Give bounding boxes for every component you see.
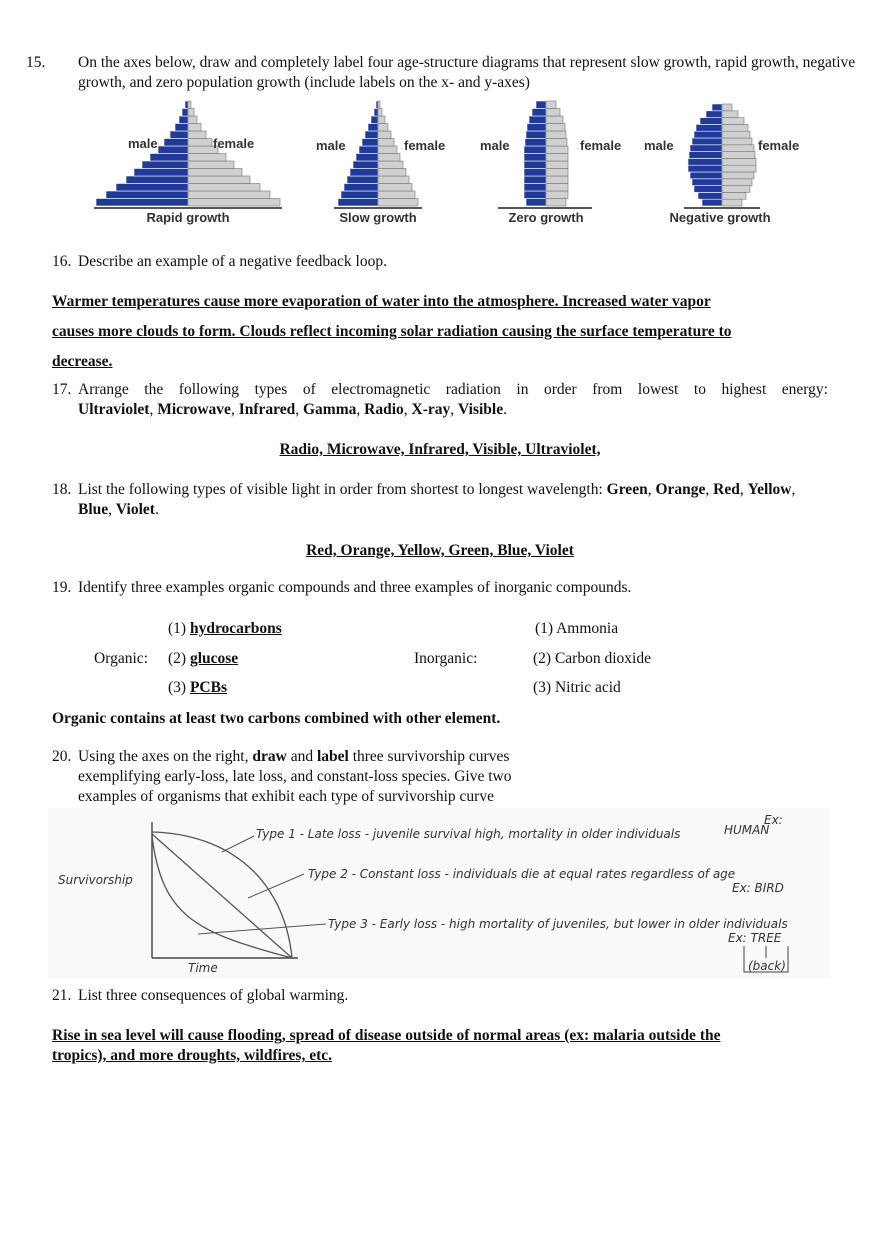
negative-caption: Negative growth [669, 210, 771, 225]
rapid-male-bar [96, 199, 188, 207]
rapid-growth-pyramid [94, 101, 282, 225]
q19-number: 19. [52, 579, 72, 596]
negative-female-bar [722, 179, 752, 186]
q18-item: Red [713, 481, 740, 498]
survivorship-graph [48, 808, 830, 978]
type3-example: Ex: TREE [728, 931, 782, 945]
slow-male-bar [350, 169, 378, 177]
negative-female-bar [722, 192, 746, 199]
q21-answer-line-2: tropics), and more droughts, wildfires, etc. [52, 1047, 332, 1064]
slow-male-bar [371, 116, 378, 124]
zero-female-bar [546, 154, 568, 162]
inorganic-label: Inorganic: [414, 650, 478, 667]
negative-female-bar [722, 152, 755, 159]
rapid-male-bar [134, 169, 188, 177]
organic-item-2 [168, 649, 238, 669]
slow-male-bar [374, 109, 378, 117]
slow-female-bar [378, 124, 388, 132]
zero-female-bar [546, 176, 568, 184]
slow-male-bar [359, 146, 378, 154]
rapid-female-bar [188, 124, 201, 132]
zero-female-bar [546, 131, 566, 139]
zero-female-bar [546, 116, 563, 124]
zero-male-label: male [480, 138, 510, 153]
negative-female-bar [722, 131, 750, 138]
type2-curve [152, 834, 292, 958]
zero-female-label: female [580, 138, 622, 153]
zero-male-bar [525, 139, 546, 147]
q19-question [52, 578, 832, 598]
rapid-female-bar [188, 199, 280, 207]
zero-male-bar [524, 146, 546, 154]
negative-male-bar [692, 179, 722, 186]
slow-growth-pyramid [316, 101, 445, 225]
negative-male-bar [694, 186, 722, 193]
x-axis-label: Time [188, 961, 218, 975]
zero-male-bar [536, 101, 546, 109]
negative-male-bar [690, 172, 722, 179]
zero-male-bar [527, 124, 546, 132]
negative-male-bar [688, 158, 722, 165]
zero-female-bar [546, 191, 568, 199]
q20-question [52, 747, 572, 807]
rapid-male-bar [182, 109, 188, 117]
q17-line-1 [52, 380, 828, 400]
negative-male-label: male [644, 138, 674, 153]
negative-female-bar [722, 165, 756, 172]
negative-male-bar [690, 145, 722, 152]
q21-number: 21. [52, 987, 72, 1004]
zero-male-bar [526, 131, 546, 139]
organic-item-number: (1) [168, 620, 187, 637]
zero-female-bar [546, 146, 568, 154]
slow-female-bar [378, 176, 409, 184]
q16-answer-line-2: causes more clouds to form. Clouds reflect incoming solar radiation causing the surface temperature to [52, 323, 732, 340]
q18-item: Violet [115, 501, 155, 518]
q17-answer: Radio, Microwave, Infrared, Visible, Ultraviolet, [279, 441, 601, 458]
slow-female-bar [378, 191, 415, 199]
slow-female-bar [378, 116, 385, 124]
rapid-male-bar [170, 131, 188, 139]
slow-female-bar [378, 131, 391, 139]
q18-text: List the following types of visible light in order from shortest to longest wavelength: [78, 481, 603, 498]
rapid-female-bar [188, 169, 242, 177]
negative-female-bar [722, 145, 754, 152]
negative-growth-pyramid [644, 104, 799, 225]
negative-female-bar [722, 158, 756, 165]
q15-text: On the axes below, draw and completely label four age-structure diagrams that represent slow growth, rapid growth, negative growth, and zero population growth (include labels on the x- and y-axes) [78, 54, 856, 91]
type2-label: Type 2 - Constant loss - individuals die at equal rates regardless of age [308, 867, 736, 881]
q18-item: Yellow [747, 481, 792, 498]
zero-male-bar [529, 116, 546, 124]
negative-male-bar [702, 199, 722, 206]
slow-male-bar [362, 139, 378, 147]
q18-line-1: 18. List the following types of visible light in order from shortest to longest wavelength: Green, Orange, Red, Yellow, Blue, Violet. [52, 481, 796, 518]
type1-label: Type 1 - Late loss - juvenile survival high, mortality in older individuals [256, 827, 681, 841]
slow-female-bar [378, 139, 394, 147]
rapid-female-bar [188, 184, 260, 192]
q20-text: Using the axes on the right, [78, 748, 249, 765]
zero-male-bar [526, 199, 546, 207]
negative-male-bar [712, 104, 722, 111]
zero-caption: Zero growth [508, 210, 584, 225]
zero-female-bar [546, 139, 567, 147]
slow-female-bar [378, 146, 397, 154]
slow-female-bar [378, 101, 380, 109]
organic-item-number: (2) [168, 650, 187, 667]
rapid-caption: Rapid growth [146, 210, 230, 225]
rapid-female-bar [188, 139, 212, 147]
type1-example: HUMAN [724, 823, 770, 837]
q20-text-bold: label [316, 748, 349, 765]
q17-item: Visible [458, 401, 504, 418]
slow-female-bar [378, 161, 403, 169]
rapid-male-bar [126, 176, 188, 184]
rapid-female-bar [188, 176, 250, 184]
negative-female-label: female [758, 138, 800, 153]
negative-female-bar [722, 111, 738, 118]
rapid-female-bar [188, 109, 194, 117]
rapid-male-bar [106, 191, 188, 199]
q19-note: Organic contains at least two carbons combined with other element. [52, 710, 501, 727]
q17-item: X-ray [411, 401, 451, 418]
negative-female-bar [722, 138, 752, 145]
q18-item: Orange [655, 481, 706, 498]
q21-answer-line-1: Rise in sea level will cause flooding, spread of disease outside of normal areas (ex: malaria outside the [52, 1027, 721, 1044]
organic-item-3 [168, 678, 227, 698]
age-structure-diagrams [80, 98, 820, 233]
slow-female-bar [378, 154, 400, 162]
slow-female-bar [378, 169, 406, 177]
slow-female-bar [378, 199, 418, 207]
slow-male-bar [356, 154, 378, 162]
zero-male-bar [524, 161, 546, 169]
rapid-male-bar [164, 139, 188, 147]
organic-item-value: PCBs [189, 679, 227, 696]
slow-male-bar [347, 176, 378, 184]
q15-number: 15. [26, 54, 46, 71]
q20-text: three survivorship curves [352, 748, 510, 765]
slow-male-bar [341, 191, 378, 199]
negative-female-bar [722, 104, 732, 111]
zero-female-bar [546, 169, 568, 177]
rapid-male-bar [150, 154, 188, 162]
zero-female-bar [546, 184, 568, 192]
zero-male-bar [524, 176, 546, 184]
rapid-female-bar [188, 154, 226, 162]
type1-leader [222, 836, 254, 852]
rapid-male-label: male [128, 136, 158, 151]
zero-female-bar [546, 199, 566, 207]
organic-item-number: (3) [168, 679, 187, 696]
q17-item: Microwave [157, 401, 231, 418]
slow-male-bar [338, 199, 378, 207]
negative-female-bar [722, 118, 744, 125]
negative-male-bar [689, 152, 722, 159]
rapid-female-bar [188, 191, 270, 199]
inorganic-item-2: (2) Carbon dioxide [533, 650, 651, 667]
negative-male-bar [696, 124, 722, 131]
negative-male-bar [692, 138, 722, 145]
q17-item: Infrared [238, 401, 296, 418]
organic-item-value: hydrocarbons [189, 620, 282, 637]
negative-male-bar [700, 118, 722, 125]
zero-male-bar [532, 109, 546, 117]
q20-text: and [290, 748, 314, 765]
negative-female-bar [722, 186, 750, 193]
q16-number: 16. [52, 253, 72, 270]
rapid-male-bar [175, 124, 188, 132]
q18-answer: Red, Orange, Yellow, Green, Blue, Violet [306, 542, 574, 559]
slow-male-label: male [316, 138, 346, 153]
q17-number: 17. [52, 381, 72, 398]
q15-question [26, 53, 858, 93]
slow-female-bar [378, 109, 382, 117]
zero-male-bar [524, 169, 546, 177]
q17-item: Ultraviolet [78, 401, 150, 418]
rapid-male-bar [158, 146, 188, 154]
q17-question [52, 380, 828, 420]
q20-line-3: examples of organisms that exhibit each type of survivorship curve [78, 788, 494, 805]
q18-item: Blue [78, 501, 109, 518]
q19-text: Identify three examples organic compounds and three examples of inorganic compounds. [78, 579, 632, 596]
rapid-male-bar [142, 161, 188, 169]
q16-answer-line-1: Warmer temperatures cause more evaporation of water into the atmosphere. Increased water vapor [52, 293, 711, 310]
slow-male-bar [353, 161, 378, 169]
rapid-female-bar [188, 131, 206, 139]
inorganic-item-1: (1) Ammonia [535, 620, 619, 637]
rapid-female-bar [188, 116, 197, 124]
q16-question [52, 252, 832, 272]
type1-example-prefix: Ex: [764, 813, 783, 827]
rapid-male-bar [179, 116, 188, 124]
type3-label: Type 3 - Early loss - high mortality of juveniles, but lower in older individuals [328, 917, 788, 931]
organic-item-value: glucose [189, 650, 239, 667]
back-note: (back) [748, 959, 786, 973]
zero-male-bar [524, 191, 546, 199]
slow-female-bar [378, 184, 412, 192]
organic-label: Organic: [94, 650, 148, 667]
zero-female-bar [546, 109, 560, 117]
negative-male-bar [698, 192, 722, 199]
q18-question [52, 480, 832, 520]
slow-male-bar [368, 124, 378, 132]
type2-example: Ex: BIRD [732, 881, 784, 895]
zero-growth-pyramid [480, 101, 621, 225]
negative-male-bar [706, 111, 722, 118]
zero-male-bar [524, 184, 546, 192]
slow-female-label: female [404, 138, 446, 153]
slow-caption: Slow growth [339, 210, 417, 225]
q20-line-1 [52, 747, 572, 767]
q17-item: Radio [364, 401, 404, 418]
rapid-female-label: female [213, 136, 255, 151]
q21-question [52, 986, 832, 1006]
zero-female-bar [546, 101, 556, 109]
rapid-female-bar [188, 161, 234, 169]
type3-leader [198, 924, 326, 934]
negative-male-bar [688, 165, 722, 172]
q16-answer-line-3: decrease. [52, 353, 113, 370]
q18-number: 18. [52, 481, 72, 498]
inorganic-item-3: (3) Nitric acid [533, 679, 621, 696]
type2-leader [248, 874, 304, 898]
q17-text: Arrange the following types of electromagnetic radiation in order from lowest to highest energy: [78, 381, 828, 398]
negative-female-bar [722, 199, 742, 206]
slow-male-bar [365, 131, 378, 139]
q20-text-bold: draw [252, 748, 287, 765]
q17-line-2: Ultraviolet, Microwave, Infrared, Gamma, Radio, X-ray, Visible. [78, 401, 507, 418]
rapid-male-bar [185, 101, 188, 109]
negative-female-bar [722, 172, 754, 179]
slow-male-bar [344, 184, 378, 192]
q18-item: Green [606, 481, 648, 498]
y-axis-label: Survivorship [58, 873, 133, 887]
negative-male-bar [694, 131, 722, 138]
organic-item-1 [168, 619, 282, 639]
zero-female-bar [546, 124, 565, 132]
q20-line-2: exemplifying early-loss, late loss, and constant-loss species. Give two [78, 768, 512, 785]
q16-text: Describe an example of a negative feedback loop. [78, 253, 387, 270]
zero-female-bar [546, 161, 568, 169]
q20-number: 20. [52, 748, 72, 765]
q21-text: List three consequences of global warming. [78, 987, 349, 1004]
negative-female-bar [722, 124, 748, 131]
rapid-female-bar [188, 101, 191, 109]
zero-male-bar [524, 154, 546, 162]
q17-item: Gamma [303, 401, 357, 418]
rapid-male-bar [116, 184, 188, 192]
